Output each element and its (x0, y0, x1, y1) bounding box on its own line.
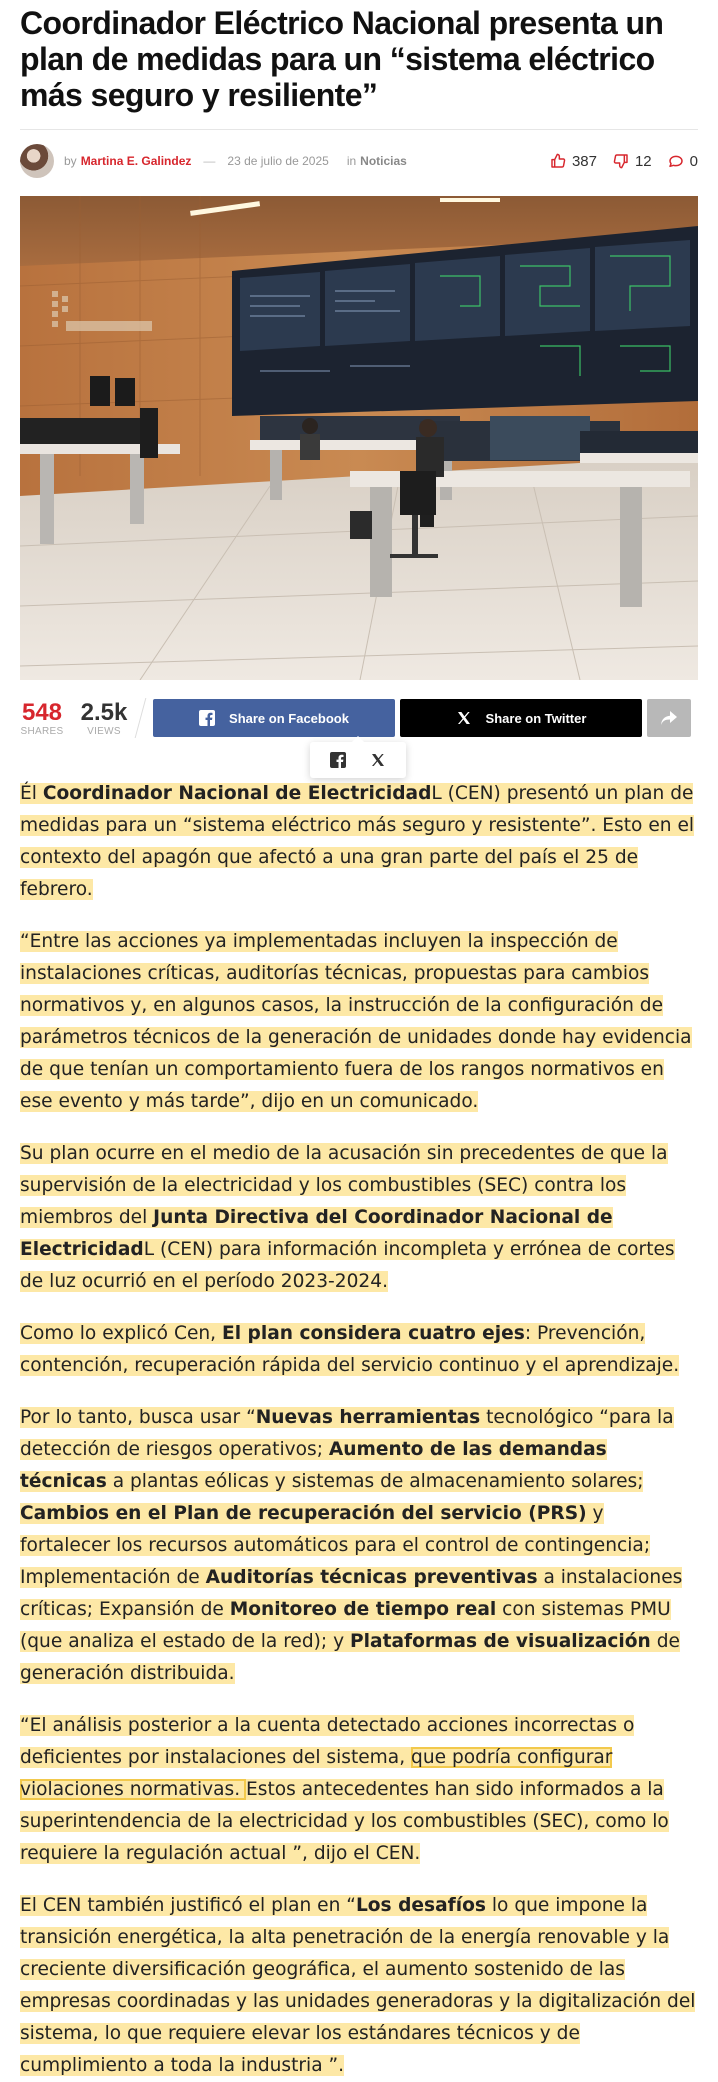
p5-bold-f: Cambios en el Plan de recuperación del servicio (PRS) (20, 1503, 587, 1524)
p4-bold: El plan considera cuatro ejes (222, 1323, 525, 1344)
author-link[interactable]: Martina E. Galindez (80, 154, 192, 168)
article-meta (20, 129, 698, 192)
share-bar (20, 698, 698, 738)
comment-count: 0 (689, 152, 698, 170)
p6-highlight: que podría configurar violaciones normativas. (20, 1747, 613, 1800)
p6-text-a: “El análisis posterior a la cuenta detectado acciones incorrectas o deficientes por instalaciones del sistema, (20, 1715, 635, 1768)
shares-counter (20, 700, 64, 737)
p5-bold-l: Plataformas de visualización (350, 1631, 651, 1652)
p2-text: “Entre las acciones ya implementadas incluyen la inspección de instalaciones críticas, auditorías técnicas, propuestas para cambios normativos y, en algunos casos, la instrucción de la configuración de parámetros técnicos de la generación de unidades donde hay evidencia de que tenían un comportamiento fuera de los rangos normativos en ese evento y más tarde”, dijo en un comunicado. (20, 931, 692, 1112)
author-avatar[interactable] (20, 144, 54, 178)
share-twitter-label: Share on Twitter (485, 710, 587, 726)
p5-text-c: tecnológico “para la detección de riesgos operativos; (20, 1407, 674, 1460)
p5-text-k: con sistemas PMU (que analiza el estado de la red); y (20, 1599, 671, 1652)
p4-text-c: : Prevención, contención, recuperación rápida del servicio continuo y el aprendizaje. (20, 1323, 680, 1376)
p5-text-m: de generación distribuida. (20, 1631, 680, 1684)
p5-bold-b: Nuevas herramientas (255, 1407, 481, 1428)
paragraph-7 (20, 1890, 698, 2082)
in-label: in (346, 154, 357, 168)
share-facebook-label: Share on Facebook (229, 710, 349, 726)
facebook-icon[interactable] (330, 752, 346, 768)
share-icon (660, 710, 678, 726)
views-count: 2.5k (80, 698, 128, 726)
p1-bold: Coordinador Nacional de Electricidad (42, 783, 432, 804)
paragraph-4 (20, 1318, 698, 1382)
p3-bold: Junta Directiva del Coordinador Nacional de Electricidad (20, 1207, 613, 1260)
meta-separator: — (203, 154, 216, 168)
p5-bold-h: Auditorías técnicas preventivas (205, 1567, 538, 1588)
paragraph-1 (20, 778, 698, 906)
shares-count: 548 (21, 698, 63, 726)
x-icon[interactable] (370, 752, 386, 768)
share-divider (135, 698, 147, 738)
p1-text-a: Él (20, 783, 43, 804)
p5-text-i: a instalaciones críticas; Expansión de (20, 1567, 683, 1620)
x-icon (456, 710, 472, 726)
p6-text-c: Estos antecedentes han sido informados a la superintendencia de la electricidad y los combustibles (SEC), como lo requiere la regulación actual ”, dijo el CEN. (20, 1779, 669, 1864)
paragraph-5 (20, 1402, 698, 1690)
views-counter (78, 700, 130, 737)
p4-text-a: Como lo explicó Cen, (20, 1323, 222, 1344)
share-popup (310, 742, 406, 778)
shares-label: SHARES (20, 725, 64, 737)
like-button[interactable] (550, 153, 597, 170)
like-count: 387 (571, 152, 597, 170)
p7-bold: Los desafíos (355, 1895, 486, 1916)
paragraph-2 (20, 926, 698, 1118)
paragraph-6 (20, 1710, 698, 1870)
dislike-button[interactable] (613, 153, 652, 170)
p7-text-a: El CEN también justificó el plan en “ (20, 1895, 356, 1916)
paragraph-3 (20, 1138, 698, 1298)
article-body (20, 778, 698, 2082)
comments-button[interactable] (668, 153, 698, 170)
reaction-stats (534, 153, 698, 170)
share-more-button[interactable] (647, 699, 691, 737)
p3-text-a: Su plan ocurre en el medio de la acusación sin precedentes de que la supervisión de la electricidad y los combustibles (SEC) contra los miembros del (20, 1143, 668, 1228)
share-twitter-button[interactable] (400, 699, 642, 737)
by-label: by (64, 154, 77, 168)
publish-date: 23 de julio de 2025 (227, 154, 329, 168)
comment-icon (668, 153, 684, 169)
p5-text-a: Por lo tanto, busca usar “ (20, 1407, 256, 1428)
p5-bold-d: Aumento de las demandas técnicas (20, 1439, 607, 1492)
hero-image (20, 196, 698, 680)
views-label: VIEWS (87, 725, 121, 737)
dislike-count: 12 (634, 152, 652, 170)
category-link[interactable]: Noticias (360, 154, 407, 168)
p5-text-e: a plantas eólicas y sistemas de almacenamiento solares; (106, 1471, 644, 1492)
p7-text-c: lo que impone la transición energética, la alta penetración de la energía renovable y la creciente diversificación geográfica, el aumento sostenido de las empresas coordinadas y las unidades generadoras y la digitalización del sistema, lo que requiere elevar los estándares técnicos y de cumplimiento a toda la industria ”. (20, 1895, 696, 2076)
p3-text-c: L (CEN) para información incompleta y errónea de cortes de luz ocurrió en el período 2023-2024. (20, 1239, 675, 1292)
p1-text-c: L (CEN) presentó un plan de medidas para un “sistema eléctrico más seguro y resistente”. Esto en el contexto del apagón que afectó a una gran parte del país el 25 de febrero. (20, 783, 695, 900)
facebook-icon (199, 710, 215, 726)
thumbs-down-icon (613, 153, 629, 169)
p5-bold-j: Monitoreo de tiempo real (229, 1599, 497, 1620)
p5-text-g: y fortalecer los recursos automáticos para el control de contingencia; Implementación de (20, 1503, 651, 1588)
thumbs-up-icon (550, 153, 566, 169)
share-facebook-button[interactable] (153, 699, 395, 737)
article-title: Coordinador Eléctrico Nacional presenta un plan de medidas para un “sistema eléctrico más seguro y resiliente” (20, 5, 664, 113)
article-container (0, 5, 718, 2082)
